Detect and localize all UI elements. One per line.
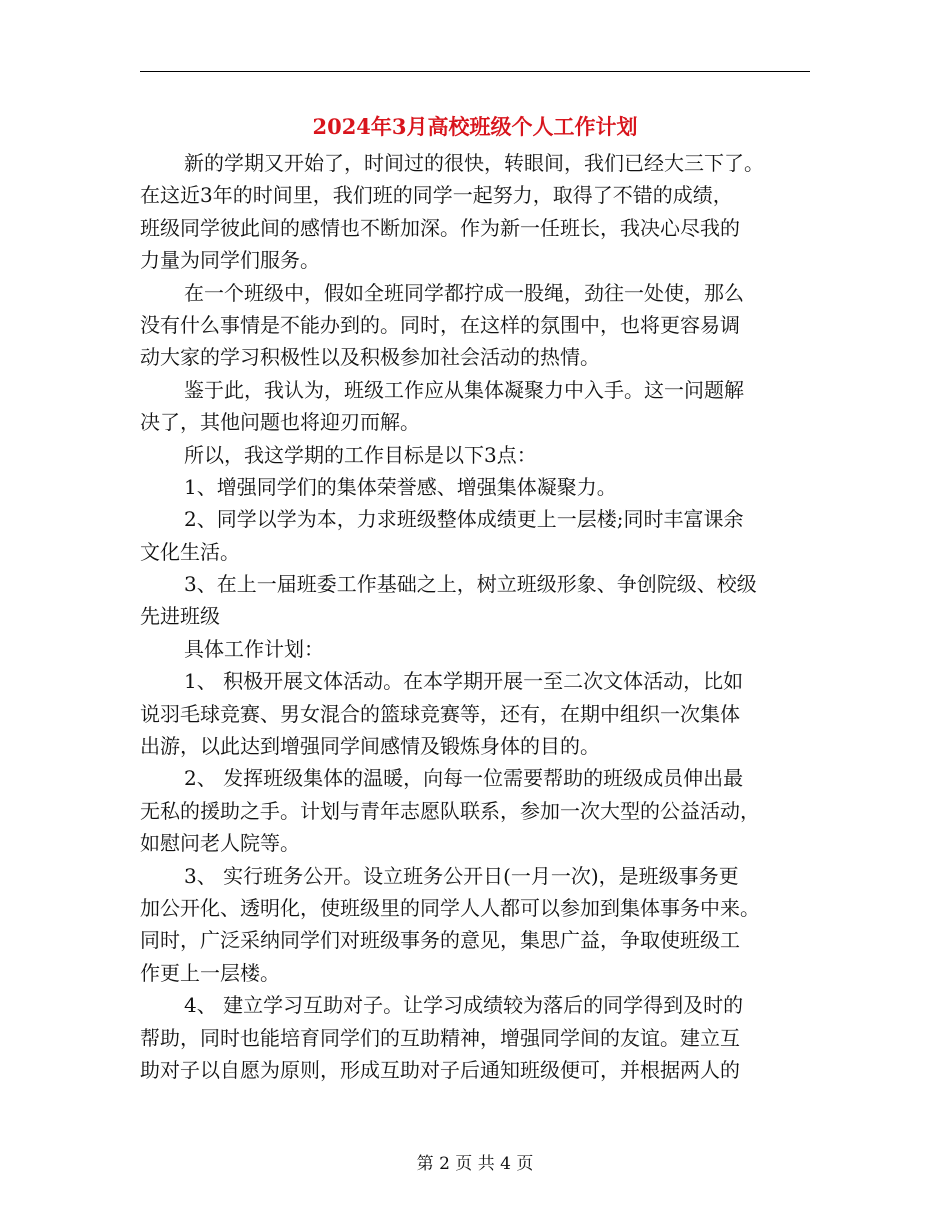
- text-line: 具体工作计划：: [184, 636, 324, 661]
- text-line: 说羽毛球竞赛、男女混合的篮球竞赛等，还有，在期中组织一次集体: [140, 701, 740, 726]
- text-line: 同时，广泛采纳同学们对班级事务的意见，集思广益，争取使班级工: [140, 928, 740, 953]
- page-number: 第 2 页 共 4 页: [416, 1154, 534, 1174]
- text-line: 1、增强同学们的集体荣誉感、增强集体凝聚力。: [184, 474, 617, 499]
- document-body: [140, 147, 810, 1086]
- text-line: 帮助，同时也能培育同学们的互助精神，增强同学间的友谊。建立互: [140, 1025, 740, 1050]
- text-line: 先进班级: [140, 604, 220, 629]
- header-rule: [140, 71, 810, 72]
- text-line: 动大家的学习积极性以及积极参加社会活动的热情。: [140, 345, 600, 370]
- text-line: 无私的援助之手。计划与青年志愿队联系，参加一次大型的公益活动，: [140, 798, 760, 823]
- text-line: 班级同学彼此间的感情也不断加深。作为新一任班长，我决心尽我的: [140, 215, 740, 240]
- text-line: 1、 积极开展文体活动。在本学期开展一至二次文体活动，比如: [184, 669, 744, 694]
- text-line: 力量为同学们服务。: [140, 248, 320, 273]
- text-line: 鉴于此，我认为，班级工作应从集体凝聚力中入手。这一问题解: [184, 377, 744, 402]
- text-line: 如慰问老人院等。: [140, 831, 300, 856]
- text-line: 3、 实行班务公开。设立班务公开日(一月一次)，是班级事务更: [184, 863, 739, 888]
- text-line: 3、在上一届班委工作基础之上，树立班级形象、争创院级、校级: [184, 572, 757, 597]
- document-title: 2024年3月高校班级个人工作计划: [312, 114, 638, 139]
- text-line: 2、同学以学为本，力求班级整体成绩更上一层楼;同时丰富课余: [184, 507, 744, 532]
- text-line: 作更上一层楼。: [140, 960, 280, 985]
- text-line: 没有什么事情是不能办到的。同时，在这样的氛围中，也将更容易调: [140, 312, 740, 337]
- text-line: 新的学期又开始了，时间过的很快，转眼间，我们已经大三下了。: [184, 151, 764, 175]
- text-line: 4、 建立学习互助对子。让学习成绩较为落后的同学得到及时的: [184, 993, 744, 1018]
- text-line: 助对子以自愿为原则，形成互助对子后通知班级便可，并根据两人的: [140, 1057, 740, 1082]
- text-line: 所以，我这学期的工作目标是以下3点：: [184, 442, 537, 467]
- text-line: 文化生活。: [140, 539, 240, 564]
- text-line: 决了，其他问题也将迎刃而解。: [140, 410, 420, 435]
- text-line: 加公开化、透明化，使班级里的同学人人都可以参加到集体事务中来。: [140, 895, 760, 920]
- text-line: 出游，以此达到增强同学间感情及锻炼身体的目的。: [140, 734, 600, 759]
- text-line: 在这近3年的时间里，我们班的同学一起努力，取得了不错的成绩，: [140, 183, 733, 208]
- text-line: 在一个班级中，假如全班同学都拧成一股绳，劲往一处使，那么: [184, 280, 744, 305]
- text-line: 2、 发挥班级集体的温暖，向每一位需要帮助的班级成员伸出最: [184, 766, 744, 791]
